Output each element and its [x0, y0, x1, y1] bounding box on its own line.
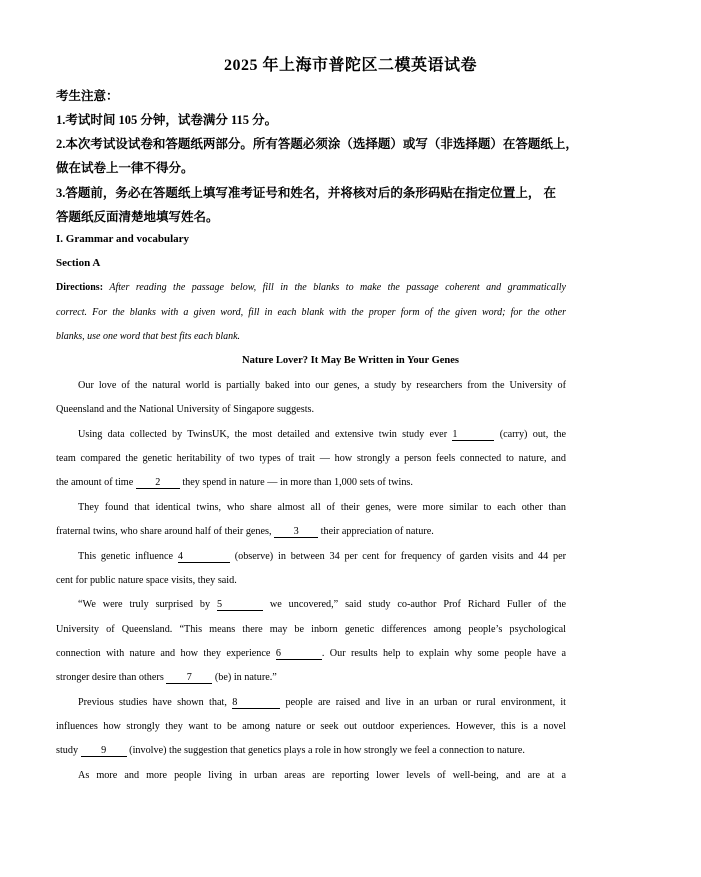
text-segment: (involve) the suggestion that genetics plays a role in how strongly we feel a connection to nature. — [129, 745, 525, 756]
text-segment: the amount of time — [56, 477, 134, 488]
notice-item-2b: 做在试卷上一律不得分。 — [56, 161, 194, 175]
passage-line-15: influences how strongly they want to be among nature or seek out outdoor experiences. However, this is a novel — [56, 721, 566, 732]
text-segment: (be) in nature.” — [214, 672, 277, 683]
blank-2[interactable]: 2 — [136, 477, 180, 489]
text-segment: study — [56, 745, 79, 756]
blank-6[interactable]: 6 — [276, 648, 322, 660]
text-segment: . Our results help to explain why some people have a — [321, 648, 566, 659]
notice-item-1: 1.考试时间 105 分钟，试卷满分 115 分。 — [56, 113, 278, 127]
text-segment: stronger desire than others — [56, 672, 164, 683]
passage-line-14 — [56, 697, 566, 709]
passage-line-11: University of Queensland. “This means there may be inborn genetic differences among people’s psychological — [56, 624, 566, 635]
text-segment: their appreciation of nature. — [320, 526, 434, 537]
directions-line-1 — [56, 282, 566, 293]
text-segment: connection with nature and how they experience — [56, 648, 271, 659]
blank-8[interactable]: 8 — [232, 697, 280, 709]
passage-line-2: Queensland and the National University of Singapore suggests. — [56, 404, 315, 415]
text-segment: Using data collected by TwinsUK, the most detailed and extensive twin study ever — [78, 429, 448, 440]
section-heading: Section A — [56, 257, 101, 269]
part-heading: I. Grammar and vocabulary — [56, 233, 190, 245]
passage-line-3 — [56, 429, 566, 441]
passage-line-9: cent for public nature space visits, they said. — [56, 575, 237, 586]
passage-line-6: They found that identical twins, who share almost all of their genes, were more similar to each other than — [78, 502, 566, 513]
text-segment: Previous studies have shown that, — [78, 697, 227, 708]
passage-title: Nature Lover? It May Be Written in Your Genes — [242, 355, 459, 366]
text-segment: we uncovered,” said study co-author Prof Richard Fuller of the — [269, 599, 567, 610]
passage-line-10 — [56, 599, 566, 611]
notice-item-3b: 答题纸反面清楚地填写姓名。 — [56, 210, 219, 224]
passage-line-1: Our love of the natural world is partially baked into our genes, a study by researchers from the University of — [78, 380, 566, 391]
text-segment: (carry) out, the — [499, 429, 567, 440]
blank-1[interactable]: 1 — [452, 429, 494, 441]
text-segment: fraternal twins, who share around half of their genes, — [56, 526, 272, 537]
notice-item-2a: 2.本次考试设试卷和答题纸两部分。所有答题必须涂（选择题）或写（非选择题）在答题纸上， — [56, 137, 578, 151]
text-segment: This genetic influence — [78, 551, 174, 562]
passage-line-8 — [56, 551, 566, 563]
passage-line-12 — [56, 648, 566, 660]
text-segment: (observe) in between 34 per cent for frequency of garden visits and 44 per — [234, 551, 567, 562]
blank-4[interactable]: 4 — [178, 551, 230, 563]
blank-9[interactable]: 9 — [81, 745, 127, 757]
passage-line-17: As more and more people living in urban areas are reporting lower levels of well-being, and are at a — [78, 770, 566, 781]
directions-line-3: blanks, use one word that best fits each blank. — [56, 331, 241, 342]
page-title: 2025 年上海市普陀区二模英语试卷 — [223, 57, 477, 74]
text-segment: people are raised and live in an urban or rural environment, it — [285, 697, 566, 708]
passage-line-16 — [56, 745, 566, 757]
blank-5[interactable]: 5 — [217, 599, 263, 611]
directions-line-2: correct. For the blanks with a given word, fill in each blank with the proper form of the given word; for the other — [56, 307, 566, 318]
blank-7[interactable]: 7 — [166, 672, 212, 684]
passage-line-7 — [56, 526, 566, 538]
blank-3[interactable]: 3 — [274, 526, 318, 538]
passage-line-4: team compared the genetic heritability of two types of trait — how strongly a person feels connected to nature, and — [56, 453, 566, 464]
notice-heading: 考生注意： — [56, 89, 119, 103]
passage-line-13 — [56, 672, 566, 684]
text-segment: they spend in nature — in more than 1,000 sets of twins. — [182, 477, 413, 488]
text-segment: “We were truly surprised by — [78, 599, 211, 610]
passage-line-5 — [56, 477, 566, 489]
directions-lead: Directions: — [56, 282, 104, 293]
notice-item-3a: 3.答题前，务必在答题纸上填写准考证号和姓名，并将核对后的条形码贴在指定位置上， 在 — [56, 186, 557, 200]
directions-text-1: After reading the passage below, fill in the blanks to make the passage coherent and grammatically — [109, 282, 566, 293]
